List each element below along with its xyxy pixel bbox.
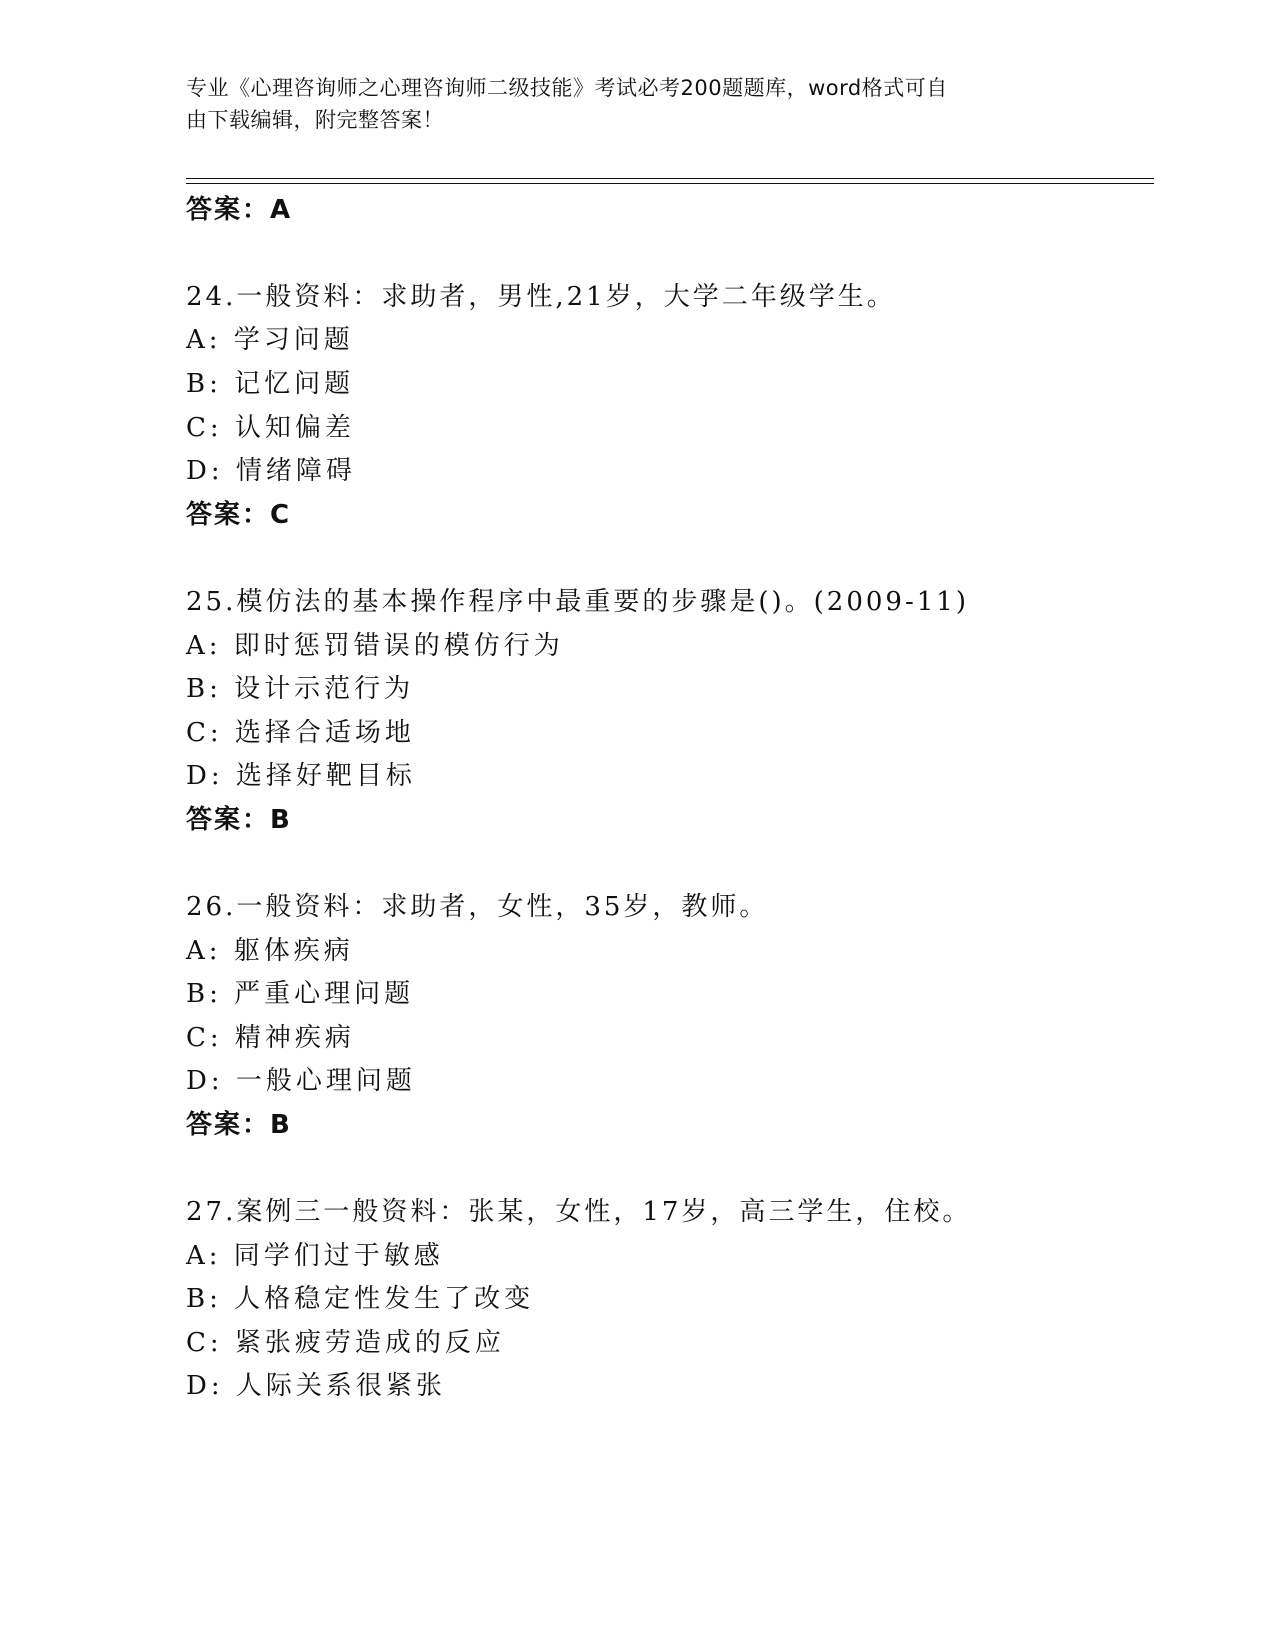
- question-25-option-a: A: 即时惩罚错误的模仿行为: [186, 631, 564, 661]
- header-rule-bottom: [186, 183, 1154, 184]
- question-24-option-a: A: 学习问题: [186, 325, 354, 355]
- question-27-option-c: C: 紧张疲劳造成的反应: [186, 1328, 505, 1358]
- header-line-1: 专业《心理咨询师之心理咨询师二级技能》考试必考200题题库，word格式可自: [186, 76, 948, 100]
- header-rule-top: [186, 178, 1154, 179]
- question-26-option-a: A: 躯体疾病: [186, 936, 354, 966]
- question-24-text: 24.一般资料：求助者，男性,21岁，大学二年级学生。: [186, 282, 896, 312]
- question-24-option-b: B: 记忆问题: [186, 369, 355, 399]
- question-24-option-c: C: 认知偏差: [186, 413, 355, 443]
- header-line-2: 由下载编辑，附完整答案！: [186, 108, 444, 132]
- document-header: [186, 72, 1066, 136]
- question-27-option-b: B: 人格稳定性发生了改变: [186, 1284, 535, 1314]
- question-26-answer: 答案：B: [186, 1110, 292, 1140]
- question-27-option-d: D: 人际关系很紧张: [186, 1371, 446, 1401]
- question-25-text: 25.模仿法的基本操作程序中最重要的步骤是()。(2009-11): [186, 587, 969, 617]
- question-26-option-d: D: 一般心理问题: [186, 1066, 416, 1096]
- answer-text: 答案：A: [186, 195, 293, 225]
- question-26-option-c: C: 精神疾病: [186, 1023, 355, 1053]
- question-25-option-b: B: 设计示范行为: [186, 674, 415, 704]
- question-27-option-a: A: 同学们过于敏感: [186, 1241, 444, 1271]
- question-25-answer: 答案：B: [186, 805, 292, 835]
- question-27-text: 27.案例三一般资料：张某，女性，17岁，高三学生，住校。: [186, 1197, 972, 1227]
- question-24-answer: 答案：C: [186, 500, 292, 530]
- question-26-text: 26.一般资料：求助者，女性，35岁，教师。: [186, 892, 769, 922]
- question-25-option-c: C: 选择合适场地: [186, 718, 415, 748]
- question-25-option-d: D: 选择好靶目标: [186, 761, 416, 791]
- question-24-option-d: D: 情绪障碍: [186, 456, 356, 486]
- question-26-option-b: B: 严重心理问题: [186, 979, 415, 1009]
